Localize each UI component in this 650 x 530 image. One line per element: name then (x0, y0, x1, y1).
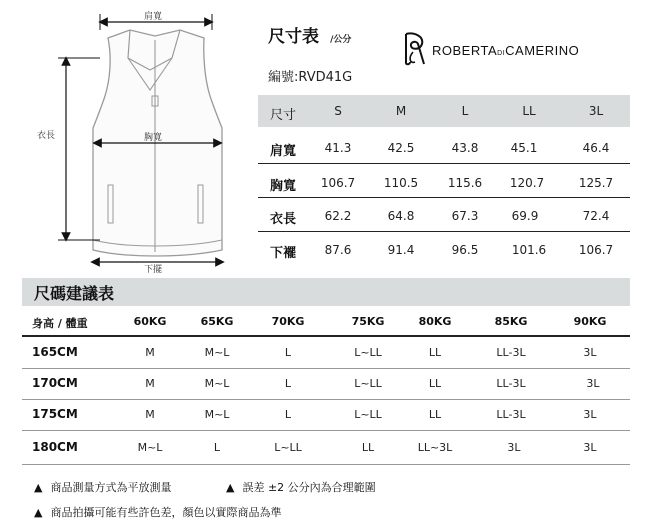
recommend-cell: LL (428, 346, 442, 359)
size-row-label: 下襬 (270, 246, 297, 261)
recommend-title: 尺碼建議表 (34, 284, 115, 303)
size-cell: 110.5 (383, 176, 419, 190)
table-divider (258, 197, 630, 198)
recommend-cell: 3L (583, 346, 597, 359)
recommend-cell: L~LL (354, 377, 382, 390)
size-row-label: 胸寬 (270, 179, 297, 194)
size-cell: 43.8 (451, 141, 479, 155)
height-row-label: 180CM (32, 440, 78, 454)
height-row-label: 170CM (32, 376, 78, 390)
size-col-header: S (334, 104, 342, 118)
recommend-cell: M~L (204, 346, 230, 359)
table-divider (258, 231, 630, 232)
brand-name (432, 43, 579, 58)
table-divider (258, 163, 630, 164)
size-cell: 45.1 (510, 141, 538, 155)
size-cell: 72.4 (582, 209, 610, 223)
weight-col-header: 85KG (494, 315, 528, 328)
recommend-cell: 3L (583, 408, 597, 421)
recommend-cell: L~LL (354, 408, 382, 421)
triangle-icon: ▲ (34, 481, 43, 494)
brand-name-left: ROBERTA (432, 43, 498, 58)
size-cell: 41.3 (324, 141, 352, 155)
chart-title: 尺寸表 (268, 27, 319, 47)
table-divider (22, 368, 630, 369)
size-col-header: M (395, 104, 407, 118)
recommend-cell: LL-3L (496, 408, 526, 421)
size-cell: 42.5 (387, 141, 415, 155)
size-cell: 106.7 (578, 243, 614, 257)
table-divider (22, 430, 630, 431)
chart-title-group (268, 22, 351, 47)
brand-r-emblem-icon (402, 32, 428, 66)
weight-col-header: 90KG (573, 315, 607, 328)
brand-name-di: DI (497, 50, 506, 57)
recommend-cell: 3L (507, 441, 521, 454)
recommend-header-divider (22, 335, 630, 337)
weight-col-header: 80KG (418, 315, 452, 328)
note-color-text: 商品拍攝可能有些許色差，顏色以實際商品為準 (50, 506, 282, 519)
size-row-label: 衣長 (270, 212, 297, 227)
recommend-cell: LL (428, 408, 442, 421)
recommend-cell: M~L (137, 441, 163, 454)
recommend-cell: M (145, 377, 155, 390)
size-cell: 69.9 (511, 209, 539, 223)
brand-logo (402, 30, 612, 70)
triangle-icon: ▲ (226, 481, 235, 494)
vest-diagram (0, 0, 240, 275)
size-cell: 101.6 (511, 243, 547, 257)
size-cell: 125.7 (578, 176, 614, 190)
recommend-cell: 3L (583, 441, 597, 454)
size-cell: 62.2 (324, 209, 352, 223)
size-col-header: L (461, 104, 469, 118)
recommend-cell: M~L (204, 377, 230, 390)
height-row-label: 165CM (32, 345, 78, 359)
brand-name-right: CAMERINO (505, 43, 580, 58)
size-cell: 87.6 (324, 243, 352, 257)
triangle-icon: ▲ (34, 506, 43, 519)
recommend-cell: LL (428, 377, 442, 390)
size-cell: 64.8 (387, 209, 415, 223)
corner-label: 身高 / 體重 (32, 317, 88, 330)
size-col-header: LL (522, 104, 536, 118)
recommend-cell: L~LL (274, 441, 302, 454)
chest-width-label: 胸寬 (144, 133, 163, 143)
size-cell: 120.7 (509, 176, 545, 190)
table-divider (22, 464, 630, 465)
size-row-label: 肩寬 (270, 144, 297, 159)
height-row-label: 175CM (32, 407, 78, 421)
vest-illustration (0, 0, 240, 275)
shoulder-width-label: 肩寬 (144, 12, 163, 22)
size-cell: 115.6 (447, 176, 483, 190)
size-cell: 106.7 (320, 176, 356, 190)
note-color (34, 504, 281, 520)
note-measure-text: 商品測量方式為平放測量 (50, 481, 172, 494)
recommend-cell: M (145, 346, 155, 359)
weight-col-header: 75KG (351, 315, 385, 328)
recommend-cell: M~L (204, 408, 230, 421)
recommend-cell: LL-3L (496, 377, 526, 390)
recommend-cell: 3L (586, 377, 600, 390)
size-cell: 67.3 (451, 209, 479, 223)
table-divider (22, 399, 630, 400)
size-cell: 91.4 (387, 243, 415, 257)
recommend-cell: LL~3L (417, 441, 453, 454)
length-label: 衣長 (37, 131, 56, 141)
recommend-cell: LL (361, 441, 375, 454)
recommend-cell: L (284, 408, 292, 421)
recommend-cell: L (284, 346, 292, 359)
note-tolerance-text: 誤差 ±2 公分內為合理範圍 (242, 481, 376, 494)
size-col-header: 3L (588, 104, 604, 118)
recommend-cell: M (145, 408, 155, 421)
weight-col-header: 70KG (271, 315, 305, 328)
size-header-label: 尺寸 (270, 108, 297, 123)
weight-col-header: 65KG (200, 315, 234, 328)
note-tolerance (226, 479, 376, 495)
size-cell: 46.4 (582, 141, 610, 155)
hem-label: 下擺 (144, 265, 163, 275)
recommend-cell: L (213, 441, 221, 454)
recommend-cell: L~LL (354, 346, 382, 359)
weight-col-header: 60KG (133, 315, 167, 328)
model-number: 編號:RVD41G (268, 70, 353, 85)
note-measure (34, 479, 171, 495)
recommend-cell: LL-3L (496, 346, 526, 359)
size-cell: 96.5 (451, 243, 479, 257)
unit-label: /公分 (330, 35, 352, 45)
recommend-cell: L (284, 377, 292, 390)
